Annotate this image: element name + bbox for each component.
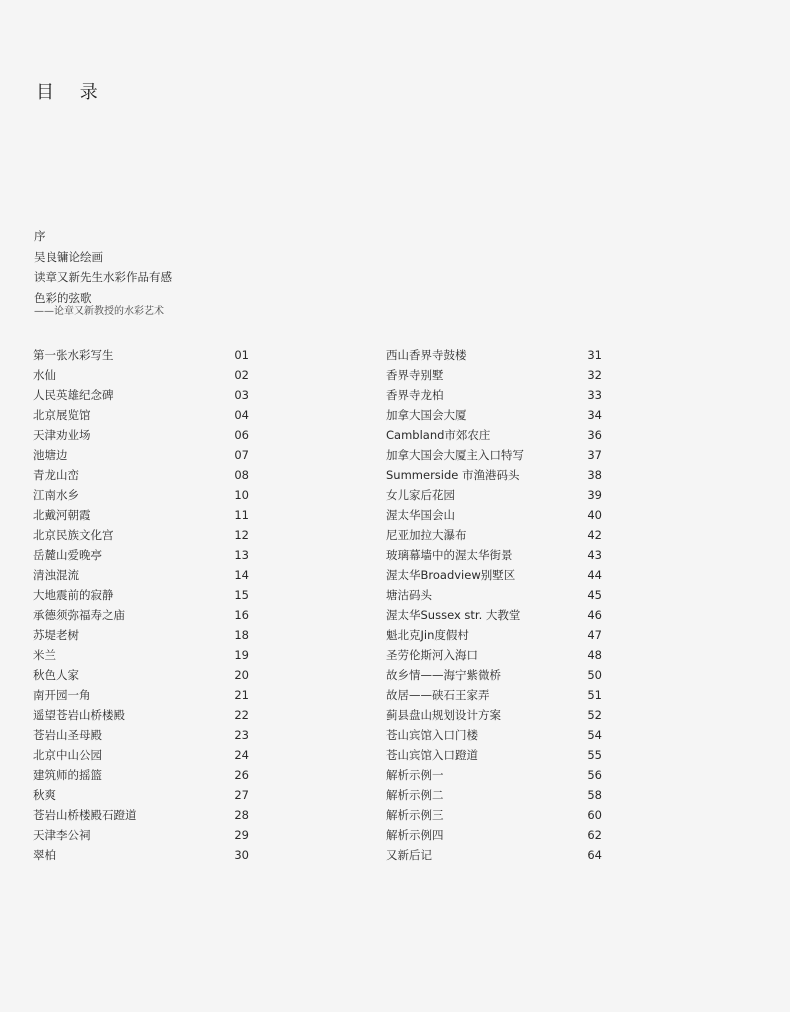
toc-entry[interactable] (33, 685, 249, 705)
toc-entry[interactable] (33, 565, 249, 585)
toc-entry-page-number: 39 (587, 488, 602, 502)
toc-entry-title: 苍山宾馆入口门楼 (386, 728, 478, 742)
toc-entry[interactable] (33, 405, 249, 425)
toc-entry-title: 解析示例二 (386, 788, 444, 802)
toc-entry[interactable] (33, 585, 249, 605)
toc-entry-title: 秋色人家 (33, 668, 79, 682)
toc-entry[interactable] (33, 745, 249, 765)
toc-entry-title: 苍岩山桥楼殿石蹬道 (33, 808, 137, 822)
toc-entry[interactable] (33, 765, 249, 785)
toc-entry-title: 天津劝业场 (33, 428, 91, 442)
toc-entry-title: 遥望苍岩山桥楼殿 (33, 708, 125, 722)
toc-entry[interactable] (386, 725, 602, 745)
toc-entry[interactable] (33, 825, 249, 845)
toc-entry-page-number: 33 (587, 388, 602, 402)
toc-entry-title: Cambland市郊农庄 (386, 428, 491, 442)
toc-entry-title: 清浊混流 (33, 568, 79, 582)
toc-entry-page-number: 26 (234, 768, 249, 782)
toc-entry-title: 岳麓山爱晚亭 (33, 548, 102, 562)
toc-entry-title: 北戴河朝霞 (33, 508, 91, 522)
toc-entry-page-number: 47 (587, 628, 602, 642)
toc-entry-title: 池塘边 (33, 448, 68, 462)
toc-entry[interactable] (386, 785, 602, 805)
toc-entry-page-number: 01 (234, 348, 249, 362)
toc-entry-page-number: 03 (234, 388, 249, 402)
toc-entry[interactable] (33, 845, 249, 865)
toc-entry-page-number: 07 (234, 448, 249, 462)
toc-entry-title: 解析示例三 (386, 808, 444, 822)
toc-entry[interactable] (386, 565, 602, 585)
toc-entry-page-number: 60 (587, 808, 602, 822)
toc-entry-title: 解析示例四 (386, 828, 444, 842)
toc-entry-page-number: 30 (234, 848, 249, 862)
toc-entry-page-number: 13 (234, 548, 249, 562)
toc-column-right (386, 345, 602, 865)
toc-entry-page-number: 64 (587, 848, 602, 862)
toc-entry-title: 秋爽 (33, 788, 56, 802)
toc-entry-page-number: 37 (587, 448, 602, 462)
toc-entry[interactable] (386, 365, 602, 385)
toc-entry-title: 承德须弥福寿之庙 (33, 608, 125, 622)
toc-entry-title: 故居——硖石王家弄 (386, 688, 490, 702)
toc-entry-title: 北京展览馆 (33, 408, 91, 422)
toc-entry[interactable] (33, 485, 249, 505)
toc-entry[interactable] (33, 785, 249, 805)
toc-entry[interactable] (33, 645, 249, 665)
toc-entry[interactable] (33, 605, 249, 625)
toc-entry-page-number: 15 (234, 588, 249, 602)
toc-entry-title: 北京民族文化宫 (33, 528, 114, 542)
toc-entry[interactable] (386, 385, 602, 405)
toc-entry[interactable] (33, 725, 249, 745)
toc-entry-page-number: 02 (234, 368, 249, 382)
toc-entry[interactable] (386, 605, 602, 625)
toc-entry[interactable] (33, 525, 249, 545)
toc-entry-page-number: 43 (587, 548, 602, 562)
toc-entry-title: 加拿大国会大厦 (386, 408, 467, 422)
toc-entry-page-number: 62 (587, 828, 602, 842)
front-matter-item[interactable]: 吴良镛论绘画 (34, 249, 103, 264)
toc-entry[interactable] (33, 625, 249, 645)
toc-entry-title: 魁北克Jin度假村 (386, 628, 469, 642)
toc-entry-title: 南开园一角 (33, 688, 91, 702)
toc-entry[interactable] (33, 345, 249, 365)
toc-entry-title: 大地震前的寂静 (33, 588, 114, 602)
toc-entry[interactable] (386, 745, 602, 765)
toc-entry-page-number: 31 (587, 348, 602, 362)
toc-entry-title: 青龙山峦 (33, 468, 79, 482)
toc-entry-title: 建筑师的摇篮 (33, 768, 102, 782)
toc-entry-page-number: 46 (587, 608, 602, 622)
front-matter-subtitle: ——论章又新教授的水彩艺术 (34, 306, 164, 317)
toc-entry[interactable] (386, 645, 602, 665)
toc-entry[interactable] (33, 465, 249, 485)
toc-entry[interactable] (33, 705, 249, 725)
toc-entry-page-number: 16 (234, 608, 249, 622)
toc-entry[interactable] (386, 525, 602, 545)
toc-entry-page-number: 45 (587, 588, 602, 602)
toc-entry[interactable] (33, 545, 249, 565)
toc-entry[interactable] (386, 765, 602, 785)
toc-entry[interactable] (386, 485, 602, 505)
toc-entry-title: 又新后记 (386, 848, 432, 862)
toc-entry-title: 蓟县盘山规划设计方案 (386, 708, 501, 722)
front-matter-item[interactable]: 色彩的弦歌 (34, 290, 92, 305)
toc-entry[interactable] (386, 705, 602, 725)
toc-entry-page-number: 56 (587, 768, 602, 782)
toc-entry[interactable] (386, 425, 602, 445)
toc-entry[interactable] (386, 685, 602, 705)
page-title: 目 录 (36, 82, 108, 103)
toc-entry-page-number: 50 (587, 668, 602, 682)
toc-entry-title: 玻璃幕墙中的渥太华街景 (386, 548, 513, 562)
toc-entry-page-number: 38 (587, 468, 602, 482)
front-matter-item[interactable]: 序 (34, 229, 46, 243)
toc-entry-page-number: 11 (234, 508, 249, 522)
toc-entry-page-number: 14 (234, 568, 249, 582)
toc-entry-title: 渥太华Sussex str. 大教堂 (386, 608, 521, 622)
toc-entry-title: 香界寺别墅 (386, 368, 444, 382)
toc-entry-title: 翠柏 (33, 848, 56, 862)
toc-entry-title: 江南水乡 (33, 488, 79, 502)
toc-entry-title: 香界寺龙柏 (386, 388, 444, 402)
toc-entry[interactable] (33, 445, 249, 465)
toc-entry-page-number: 24 (234, 748, 249, 762)
toc-entry-title: 北京中山公园 (33, 748, 102, 762)
toc-entry-page-number: 55 (587, 748, 602, 762)
front-matter-item[interactable]: 读章又新先生水彩作品有感 (34, 270, 172, 284)
toc-entry[interactable] (33, 365, 249, 385)
toc-entry-title: 人民英雄纪念碑 (33, 388, 114, 402)
toc-entry-page-number: 51 (587, 688, 602, 702)
toc-entry[interactable] (386, 665, 602, 685)
toc-entry-title: 尼亚加拉大瀑布 (386, 528, 467, 542)
toc-entry-page-number: 20 (234, 668, 249, 682)
toc-entry-page-number: 19 (234, 648, 249, 662)
toc-entry-page-number: 36 (587, 428, 602, 442)
toc-entry-page-number: 29 (234, 828, 249, 842)
toc-entry-page-number: 32 (587, 368, 602, 382)
toc-entry-title: 西山香界寺鼓楼 (386, 348, 467, 362)
toc-entry[interactable] (386, 345, 602, 365)
toc-entry-title: 苏堤老树 (33, 628, 79, 642)
toc-entry[interactable] (33, 805, 249, 825)
toc-entry-page-number: 22 (234, 708, 249, 722)
toc-entry-page-number: 42 (587, 528, 602, 542)
toc-entry-page-number: 48 (587, 648, 602, 662)
toc-entry-page-number: 08 (234, 468, 249, 482)
toc-entry-title: 女儿家后花园 (386, 488, 455, 502)
toc-entry[interactable] (386, 405, 602, 425)
toc-entry[interactable] (386, 445, 602, 465)
toc-entry[interactable] (386, 805, 602, 825)
toc-entry[interactable] (33, 385, 249, 405)
toc-entry-title: 渥太华国会山 (386, 508, 455, 522)
toc-entry-title: 解析示例一 (386, 768, 444, 782)
toc-entry[interactable] (386, 505, 602, 525)
toc-entry-page-number: 18 (234, 628, 249, 642)
toc-entry-title: 故乡情——海宁紫微桥 (386, 668, 501, 682)
toc-entry[interactable] (33, 505, 249, 525)
toc-entry-title: 苍岩山圣母殿 (33, 728, 102, 742)
toc-entry-page-number: 27 (234, 788, 249, 802)
toc-entry-title: 第一张水彩写生 (33, 348, 114, 362)
toc-entry[interactable] (386, 845, 602, 865)
toc-entry-page-number: 28 (234, 808, 249, 822)
toc-entry-page-number: 54 (587, 728, 602, 742)
toc-entry[interactable] (386, 465, 602, 485)
toc-entry-title: 圣劳伦斯河入海口 (386, 648, 478, 662)
toc-entry[interactable] (386, 625, 602, 645)
toc-entry-page-number: 44 (587, 568, 602, 582)
toc-column-left (33, 345, 249, 865)
toc-entry[interactable] (386, 545, 602, 565)
toc-entry-page-number: 21 (234, 688, 249, 702)
toc-entry-page-number: 23 (234, 728, 249, 742)
toc-entry-page-number: 04 (234, 408, 249, 422)
toc-entry-title: 水仙 (33, 368, 56, 382)
toc-entry-page-number: 58 (587, 788, 602, 802)
toc-entry-title: 塘沽码头 (386, 588, 432, 602)
toc-entry-title: Summerside 市渔港码头 (386, 468, 520, 482)
toc-entry-page-number: 40 (587, 508, 602, 522)
front-matter-list (34, 226, 172, 318)
toc-entry[interactable] (33, 425, 249, 445)
toc-entry-title: 加拿大国会大厦主入口特写 (386, 448, 524, 462)
toc-entry[interactable] (33, 665, 249, 685)
toc-entry-page-number: 10 (234, 488, 249, 502)
toc-entry-page-number: 12 (234, 528, 249, 542)
toc-entry-page-number: 52 (587, 708, 602, 722)
toc-entry-title: 渥太华Broadview别墅区 (386, 568, 516, 582)
toc-entry-page-number: 34 (587, 408, 602, 422)
toc-entry-page-number: 06 (234, 428, 249, 442)
toc-entry-title: 天津李公祠 (33, 828, 91, 842)
toc-entry-title: 米兰 (33, 648, 56, 662)
toc-entry-title: 苍山宾馆入口蹬道 (386, 748, 478, 762)
toc-entry[interactable] (386, 825, 602, 845)
toc-entry[interactable] (386, 585, 602, 605)
